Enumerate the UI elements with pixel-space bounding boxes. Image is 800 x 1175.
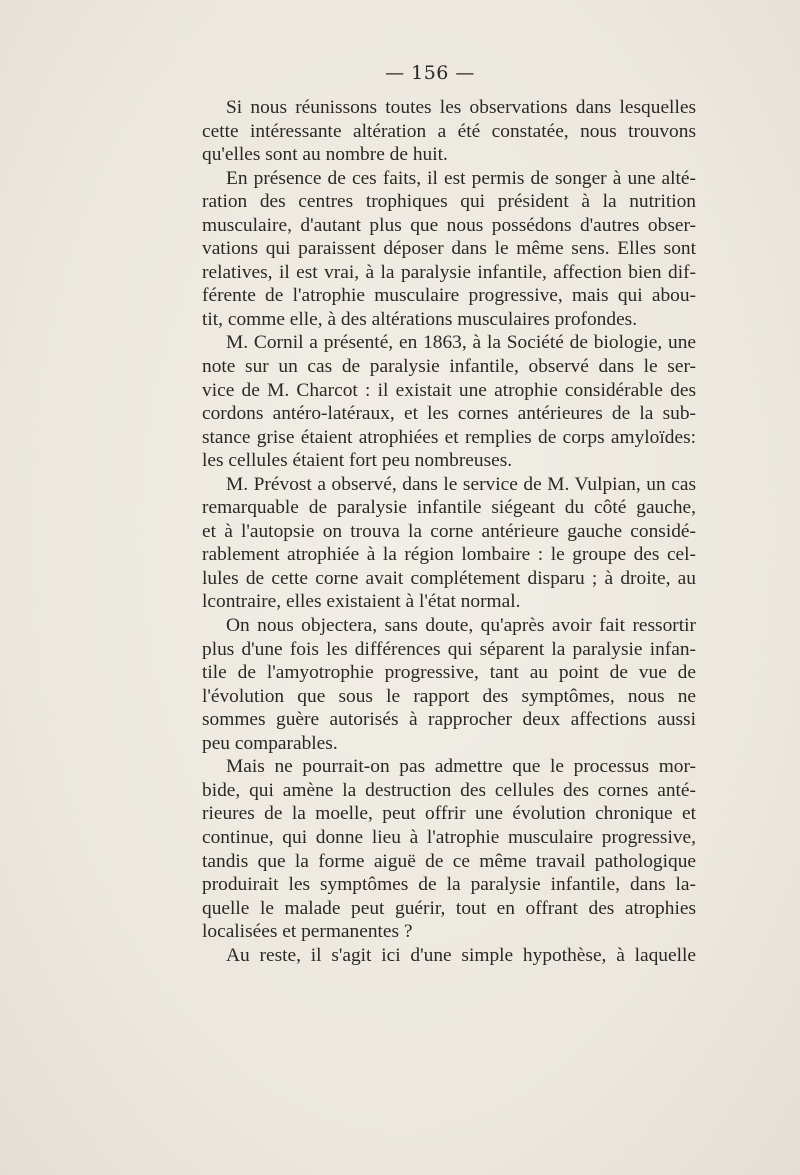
text-line: remarquable de paralysie infantile siégeant du côté gauche, [202,497,696,519]
text-line: relatives, il est vrai, à la paralysie infantile, affection bien dif- [202,261,696,283]
text-line: tandis que la forme aiguë de ce même travail pathologique [202,850,696,872]
text-line: peu comparables. [202,732,338,754]
text-line: tit, comme elle, à des altérations musculaires profondes. [202,308,638,330]
text-line: les cellules étaient fort peu nombreuses. [202,450,513,472]
text-line: continue, qui donne lieu à l'atrophie musculaire progressive, [202,826,696,848]
text-line: lcontraire, elles existaient à l'état normal. [202,591,521,613]
text-line: musculaire, d'autant plus que nous possédons d'autres obser- [202,214,696,236]
text-line: rieures de la moelle, peut offrir une évolution chronique et [202,803,696,825]
text-line: Au reste, il s'agit ici d'une simple hypothèse, à laquelle [226,944,696,966]
text-line: M. Cornil a présenté, en 1863, à la Société de biologie, une [226,332,696,354]
text-line: En présence de ces faits, il est permis de songer à une alté- [226,167,696,189]
text-line: quelle le malade peut guérir, tout en offrant des atrophies [202,897,696,919]
text-line: vice de M. Charcot : il existait une atrophie considérable des [202,379,696,401]
text-line: cordons antéro-latéraux, et les cornes antérieures de la sub- [202,403,696,425]
text-line: plus d'une fois les différences qui séparent la paralysie infan- [202,638,696,660]
text-line: sommes guère autorisés à rapprocher deux affections aussi [202,709,696,731]
text-line: rablement atrophiée à la région lombaire : le groupe des cel- [202,544,696,566]
text-line: qu'elles sont au nombre de huit. [202,144,448,166]
text-line: et à l'autopsie on trouva la corne antérieure gauche considé- [202,520,696,542]
text-line: produirait les symptômes de la paralysie infantile, dans la- [202,874,696,896]
text-line: M. Prévost a observé, dans le service de M. Vulpian, un cas [226,473,696,495]
text-line: stance grise étaient atrophiées et remplies de corps amyloïdes: [202,426,696,448]
text-line: l'évolution que sous le rapport des symptômes, nous ne [202,685,696,707]
text-line: Si nous réunissons toutes les observations dans lesquelles [226,97,696,118]
text-line: bide, qui amène la destruction des cellules des cornes anté- [202,779,696,801]
body-text [202,96,696,967]
text-line: lules de cette corne avait complétement disparu ; à droite, au [202,567,696,589]
text-line: férente de l'atrophie musculaire progressive, mais qui abou- [202,285,696,307]
text-line: localisées et permanentes ? [202,921,413,943]
text-line: note sur un cas de paralysie infantile, observé dans le ser- [202,356,696,378]
text-line: ration des centres trophiques qui président à la nutrition [202,191,696,213]
text-line: On nous objectera, sans doute, qu'après avoir fait ressortir [226,615,696,637]
text-line: tile de l'amyotrophie progressive, tant au point de vue de [202,662,696,684]
text-line: cette intéressante altération a été constatée, nous trouvons [202,120,696,142]
page-number: — 156 — [385,62,475,84]
text-line: Mais ne pourrait-on pas admettre que le processus mor- [226,756,696,778]
text-line: vations qui paraissent déposer dans le même sens. Elles sont [202,238,696,260]
